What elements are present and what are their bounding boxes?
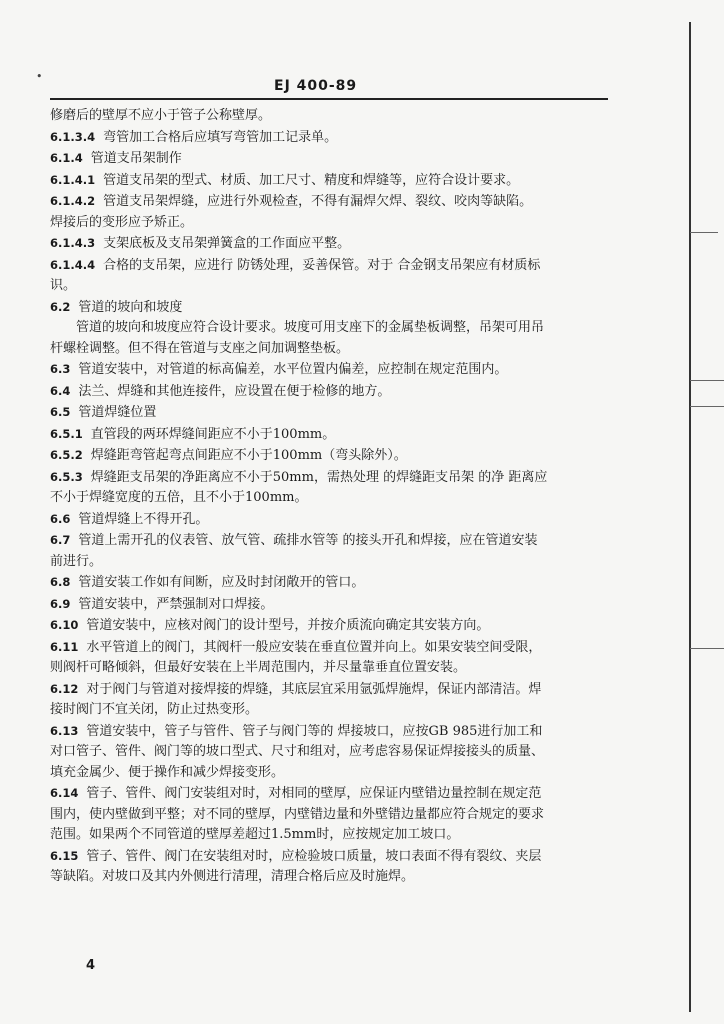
header-rule: [50, 98, 608, 100]
clause-number: 6.5.2: [50, 448, 83, 462]
text-line: [50, 867, 630, 888]
line-text: 支架底板及支吊架弹簧盒的工作面应平整。: [103, 236, 351, 251]
line-text: 焊缝距弯管起弯点间距应不小于100mm（弯头除外）。: [90, 448, 407, 463]
line-text: 管道安装工作如有间断，应及时封闭敞开的管口。: [78, 575, 365, 590]
clause-number: 6.1.4.1: [50, 172, 96, 187]
line-text: 焊缝距支吊架的净距离应不小于50mm，需热处理 的焊缝距支吊架 的净 距离应: [90, 469, 548, 485]
clause-number: 6.1.4.4: [50, 257, 96, 272]
text-line: [50, 170, 630, 192]
clause-number: 6.5.3: [50, 469, 83, 484]
text-line: [50, 255, 630, 277]
clause-number: 6.8: [50, 575, 71, 589]
line-text: 不小于焊缝宽度的五倍，且不小于100mm。: [50, 490, 308, 505]
document-body: [50, 106, 630, 888]
text-line: [50, 148, 630, 170]
text-line: [50, 467, 630, 489]
line-text: 法兰、焊缝和其他连接件，应设置在便于检修的地方。: [78, 383, 391, 399]
clause-number: 6.7: [50, 533, 71, 547]
text-line: [50, 359, 630, 381]
text-line: [50, 658, 630, 679]
line-text: 水平管道上的阀门，其阀杆一般应安装在垂直位置并向上。如果安装空间受限，: [86, 639, 542, 655]
line-text: 杆螺栓调整。但不得在管道与支座之间加调整垫板。: [50, 340, 350, 356]
line-text: 管子、管件、阀门安装组对时，对相同的壁厚，应保证内壁错边量控制在规定范: [86, 786, 542, 801]
line-text: 管子、管件、阀门在安装组对时，应检验坡口质量，坡口表面不得有裂纹、夹层: [86, 848, 542, 864]
text-line: [50, 594, 630, 616]
text-line: [50, 846, 630, 868]
line-text: 直管段的两环焊缝间距应不小于100mm。: [90, 426, 336, 442]
clause-number: 6.13: [50, 723, 79, 738]
text-line: [50, 402, 630, 424]
line-text: 管道安装中，应核对阀门的设计型号，并按介质流向确定其安装方向。: [86, 618, 490, 633]
text-line: [50, 297, 630, 319]
clause-number: 6.2: [50, 299, 71, 314]
text-line: [50, 488, 630, 509]
clause-number: 6.12: [50, 681, 79, 696]
text-line: [50, 742, 630, 763]
edge-tick-mark: [690, 406, 724, 407]
text-line: [50, 783, 630, 805]
text-line: [50, 679, 630, 701]
line-text: 修磨后的壁厚不应小于管子公称壁厚。: [50, 108, 272, 123]
clause-number: 6.14: [50, 786, 79, 800]
text-line: [50, 552, 630, 573]
clause-number: 6.1.4: [50, 151, 83, 165]
clause-number: 6.5.1: [50, 426, 83, 441]
line-text: 管道安装中，严禁强制对口焊接。: [78, 596, 274, 612]
line-text: 管道上需开孔的仪表管、放气管、疏排水管等 的接头开孔和焊接，应在管道安装: [78, 533, 538, 548]
line-text: 管道焊缝位置: [78, 405, 157, 420]
text-line: [50, 424, 630, 446]
text-line: [50, 191, 630, 213]
line-text: 管道支吊架制作: [90, 151, 182, 166]
text-line: [50, 381, 630, 403]
text-line: [50, 106, 630, 127]
clause-number: 6.5: [50, 405, 71, 419]
line-text: 范围。如果两个不同管道的壁厚差超过1.5mm时，应按规定加工坡口。: [50, 827, 460, 842]
text-line: [50, 213, 630, 234]
clause-number: 6.3: [50, 362, 71, 376]
scan-speck: •: [36, 70, 43, 83]
clause-number: 6.10: [50, 618, 79, 632]
text-line: [50, 700, 630, 721]
text-line: [50, 127, 630, 149]
line-text: 管道焊缝上不得开孔。: [78, 511, 209, 527]
edge-tick-mark: [690, 380, 724, 381]
clause-number: 6.1.4.2: [50, 194, 96, 208]
line-text: 管道安装中，管子与管件、管子与阀门等的 焊接坡口，应按GB 985进行加工和: [86, 723, 543, 739]
page-header-code: EJ 400-89: [274, 78, 358, 94]
text-line: [50, 763, 630, 784]
line-text: 对口管子、管件、阀门等的坡口型式、尺寸和组对，应考虑容易保证焊接接头的质量、: [50, 744, 545, 759]
text-line: [50, 615, 630, 637]
text-line: [50, 445, 630, 467]
line-text: 弯管加工合格后应填写弯管加工记录单。: [103, 129, 338, 145]
line-text: 填充金属少、便于操作和减少焊接变形。: [50, 764, 285, 780]
edge-tick-mark: [690, 648, 724, 649]
line-text: 管道的坡向和坡度: [78, 299, 183, 315]
line-text: 前进行。: [50, 553, 103, 569]
edge-tick-mark: [690, 232, 718, 233]
line-text: 对于阀门与管道对接焊接的焊缝，其底层宜采用氩弧焊施焊，保证内部清洁。焊: [86, 681, 542, 697]
page-number: 4: [86, 958, 96, 973]
text-line: [50, 637, 630, 659]
line-text: 等缺陷。对坡口及其内外侧进行清理，清理合格后应及时施焊。: [50, 869, 415, 884]
clause-number: 6.6: [50, 511, 71, 526]
text-line: [50, 339, 630, 360]
text-line: [50, 572, 630, 594]
clause-number: 6.11: [50, 639, 79, 654]
text-line: [50, 721, 630, 743]
line-text: 合格的支吊架，应进行 防锈处理，妥善保管。对于 合金钢支吊架应有材质标: [103, 257, 541, 273]
line-text: 管道支吊架的型式、材质、加工尺寸、精度和焊缝等，应符合设计要求。: [103, 172, 520, 188]
clause-number: 6.1.4.3: [50, 236, 96, 250]
line-text: 管道支吊架焊缝，应进行外观检查，不得有漏焊欠焊、裂纹、咬肉等缺陷。: [103, 194, 533, 209]
clause-number: 6.4: [50, 383, 71, 398]
line-text: 识。: [50, 278, 77, 293]
text-line: [50, 805, 630, 826]
text-line: [50, 530, 630, 552]
line-text: 管道的坡向和坡度应符合设计要求。坡度可用支座下的金属垫板调整，吊架可用吊: [50, 320, 545, 335]
text-line: [50, 825, 630, 846]
clause-number: 6.9: [50, 596, 71, 611]
line-text: 接时阀门不宜关闭，防止过热变形。: [50, 702, 259, 717]
line-text: 管道安装中，对管道的标高偏差，水平位置内偏差，应控制在规定范围内。: [78, 362, 508, 377]
text-line: [50, 233, 630, 255]
text-line: [50, 318, 630, 339]
text-line: [50, 276, 630, 297]
clause-number: 6.15: [50, 848, 79, 863]
right-margin-rule: [689, 22, 691, 1012]
text-line: [50, 509, 630, 531]
line-text: 围内，使内壁做到平整；对不同的壁厚，内壁错边量和外壁错边量都应符合规定的要求: [50, 806, 545, 822]
line-text: 则阀杆可略倾斜，但最好安装在上半周范围内，并尽量靠垂直位置安装。: [50, 660, 467, 675]
clause-number: 6.1.3.4: [50, 129, 96, 144]
line-text: 焊接后的变形应予矫正。: [50, 214, 194, 230]
